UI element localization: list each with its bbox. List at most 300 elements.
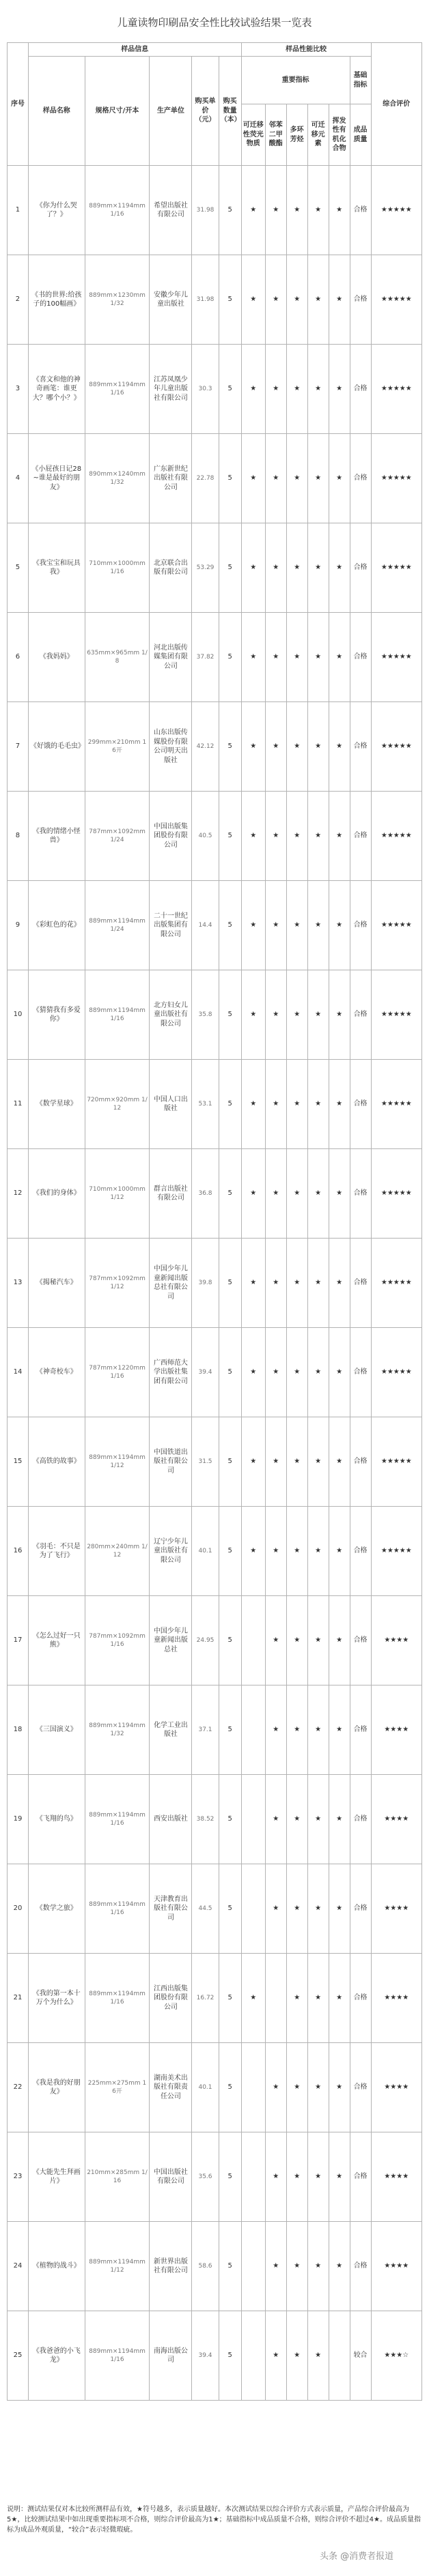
phthalate-cell: ★: [265, 2043, 286, 2132]
spec-cell: 889mm×1230mm 1/32: [85, 255, 150, 345]
fluorescent-cell: ★: [241, 255, 265, 345]
table-row: [8, 1328, 422, 1417]
overall-rating-cell: ★★★★★: [371, 345, 421, 434]
producer-cell: 西安出版社: [150, 1775, 192, 1864]
header-group-performance: 样品性能比较: [241, 43, 371, 57]
quality-cell: 合格: [350, 792, 371, 881]
name-cell: 《三国演义》: [28, 1685, 85, 1775]
spec-cell: 889mm×1194mm 1/16: [85, 1775, 150, 1864]
table-row: [8, 345, 422, 434]
phthalate-cell: ★: [265, 1685, 286, 1775]
phthalate-cell: ★: [265, 702, 286, 792]
price-cell: 14.4: [192, 881, 219, 970]
voc-cell: ★: [329, 345, 350, 434]
table-row: [8, 702, 422, 792]
quality-cell: 较合: [350, 2311, 371, 2401]
seq-cell: 10: [8, 970, 29, 1060]
fluorescent-cell: ★: [241, 345, 265, 434]
elements-cell: ★: [307, 166, 329, 255]
price-cell: 39.4: [192, 2311, 219, 2401]
pah-cell: ★: [286, 434, 307, 523]
price-cell: 31.98: [192, 166, 219, 255]
spec-cell: 787mm×1220mm 1/16: [85, 1328, 150, 1417]
results-body: [8, 166, 422, 2401]
header-quality: 成品质量: [350, 104, 371, 166]
qty-cell: 5: [219, 523, 241, 613]
fluorescent-cell: ★: [241, 792, 265, 881]
quality-cell: 合格: [350, 1685, 371, 1775]
producer-cell: 江苏凤凰少年儿童出版社有限公司: [150, 345, 192, 434]
header-price: 购买单价（元）: [192, 57, 219, 166]
spec-cell: 889mm×1194mm 1/16: [85, 166, 150, 255]
table-row: [8, 166, 422, 255]
pah-cell: ★: [286, 2132, 307, 2222]
overall-rating-cell: ★★★★★: [371, 1507, 421, 1596]
overall-rating-cell: ★★★★★: [371, 613, 421, 702]
table-row: [8, 1954, 422, 2043]
spec-cell: 720mm×920mm 1/12: [85, 1060, 150, 1149]
producer-cell: 群言出版社有限公司: [150, 1149, 192, 1239]
table-row: [8, 970, 422, 1060]
pah-cell: ★: [286, 613, 307, 702]
price-cell: 38.52: [192, 1775, 219, 1864]
pah-cell: ★: [286, 2222, 307, 2311]
seq-cell: 15: [8, 1417, 29, 1507]
voc-cell: ★: [329, 1507, 350, 1596]
qty-cell: 5: [219, 1328, 241, 1417]
producer-cell: 北京联合出版有限公司: [150, 523, 192, 613]
seq-cell: 22: [8, 2043, 29, 2132]
pah-cell: ★: [286, 345, 307, 434]
fluorescent-cell: ★: [241, 1060, 265, 1149]
name-cell: 《喜文和他的神奇画笔：谁更大？哪个小？》: [28, 345, 85, 434]
name-cell: 《好饿的毛毛虫》: [28, 702, 85, 792]
overall-rating-cell: ★★★★★: [371, 970, 421, 1060]
qty-cell: 5: [219, 1864, 241, 1954]
qty-cell: 5: [219, 1060, 241, 1149]
name-cell: 《数学星球》: [28, 1060, 85, 1149]
qty-cell: 5: [219, 2311, 241, 2401]
phthalate-cell: ★: [265, 166, 286, 255]
header-pah: 多环芳烃: [286, 104, 307, 166]
name-cell: 《你为什么哭了？》: [28, 166, 85, 255]
spec-cell: 889mm×1194mm 1/32: [85, 1685, 150, 1775]
phthalate-cell: ★: [265, 1507, 286, 1596]
phthalate-cell: ★: [265, 1775, 286, 1864]
quality-cell: 合格: [350, 166, 371, 255]
overall-rating-cell: ★★★★: [371, 2043, 421, 2132]
quality-cell: 合格: [350, 345, 371, 434]
quality-cell: 合格: [350, 1507, 371, 1596]
table-row: [8, 2132, 422, 2222]
producer-cell: 安徽少年儿童出版社: [150, 255, 192, 345]
elements-cell: ★: [307, 2043, 329, 2132]
qty-cell: 5: [219, 613, 241, 702]
overall-rating-cell: ★★★★★: [371, 166, 421, 255]
spec-cell: 710mm×1000mm 1/12: [85, 1149, 150, 1239]
producer-cell: 中国少年儿童新闻出版总社: [150, 1596, 192, 1685]
fluorescent-cell: ★: [241, 970, 265, 1060]
voc-cell: ★: [329, 1060, 350, 1149]
price-cell: 53.1: [192, 1060, 219, 1149]
seq-cell: 12: [8, 1149, 29, 1239]
quality-cell: 合格: [350, 523, 371, 613]
price-cell: 39.8: [192, 1239, 219, 1328]
table-row: [8, 613, 422, 702]
elements-cell: ★: [307, 1149, 329, 1239]
quality-cell: 合格: [350, 2222, 371, 2311]
elements-cell: ★: [307, 345, 329, 434]
pah-cell: ★: [286, 1685, 307, 1775]
quality-cell: 合格: [350, 1239, 371, 1328]
voc-cell: ★: [329, 1596, 350, 1685]
qty-cell: 5: [219, 1685, 241, 1775]
voc-cell: ★: [329, 792, 350, 881]
fluorescent-cell: ★: [241, 1149, 265, 1239]
name-cell: 《猜猜我有多爱你》: [28, 970, 85, 1060]
elements-cell: ★: [307, 1060, 329, 1149]
pah-cell: ★: [286, 702, 307, 792]
spec-cell: 889mm×1194mm 1/16: [85, 970, 150, 1060]
producer-cell: 二十一世纪出版集团有限公司: [150, 881, 192, 970]
name-cell: 《我的第一本十万个为什么》: [28, 1954, 85, 2043]
fluorescent-cell: [241, 1685, 265, 1775]
quality-cell: 合格: [350, 1417, 371, 1507]
name-cell: 《神奇校车》: [28, 1328, 85, 1417]
voc-cell: ★: [329, 2222, 350, 2311]
voc-cell: ★: [329, 2132, 350, 2222]
spec-cell: 787mm×1092mm 1/12: [85, 1239, 150, 1328]
phthalate-cell: ★: [265, 1596, 286, 1685]
seq-cell: 14: [8, 1328, 29, 1417]
table-row: [8, 523, 422, 613]
voc-cell: ★: [329, 255, 350, 345]
phthalate-cell: ★: [265, 1239, 286, 1328]
pah-cell: ★: [286, 1775, 307, 1864]
quality-cell: 合格: [350, 1864, 371, 1954]
voc-cell: ★: [329, 1328, 350, 1417]
spec-cell: 889mm×1194mm 1/16: [85, 1864, 150, 1954]
phthalate-cell: ★: [265, 1864, 286, 1954]
price-cell: 44.5: [192, 1864, 219, 1954]
elements-cell: ★: [307, 434, 329, 523]
name-cell: 《我爸爸的小飞龙》: [28, 2311, 85, 2401]
fluorescent-cell: ★: [241, 523, 265, 613]
footnote: 说明：测试结果仅对本比较所测样品有效，★符号越多，表示质量越好。本次测试结果以综合评价方式表示质量，产品综合评价最高为5★，比较测试结果中如出现重要指标项不合格，则综合评价最高为1★；基础指标中成品质量不合格，则综合评价不超过4★。成品质量指标为成品外观质量，“较合”表示轻微瑕疵。: [7, 2506, 421, 2534]
voc-cell: ★: [329, 2043, 350, 2132]
producer-cell: 天津教育出版社有限公司: [150, 1864, 192, 1954]
price-cell: 31.98: [192, 255, 219, 345]
seq-cell: 20: [8, 1864, 29, 1954]
quality-cell: 合格: [350, 434, 371, 523]
producer-cell: 中国铁道出版社有限公司: [150, 1417, 192, 1507]
price-cell: 39.4: [192, 1328, 219, 1417]
overall-rating-cell: ★★★★★: [371, 1417, 421, 1507]
name-cell: 《高铁的故事》: [28, 1417, 85, 1507]
phthalate-cell: ★: [265, 613, 286, 702]
price-cell: 35.8: [192, 970, 219, 1060]
qty-cell: 5: [219, 255, 241, 345]
seq-cell: 21: [8, 1954, 29, 2043]
pah-cell: ★: [286, 792, 307, 881]
pah-cell: ★: [286, 523, 307, 613]
phthalate-cell: ★: [265, 792, 286, 881]
overall-rating-cell: ★★★★: [371, 1864, 421, 1954]
qty-cell: 5: [219, 1596, 241, 1685]
fluorescent-cell: ★: [241, 434, 265, 523]
pah-cell: ★: [286, 1507, 307, 1596]
fluorescent-cell: [241, 2222, 265, 2311]
pah-cell: ★: [286, 255, 307, 345]
quality-cell: 合格: [350, 2132, 371, 2222]
producer-cell: 中国出版社有限公司: [150, 2132, 192, 2222]
table-row: [8, 792, 422, 881]
voc-cell: ★: [329, 613, 350, 702]
price-cell: 24.95: [192, 1596, 219, 1685]
spec-cell: 889mm×1194mm 1/16: [85, 345, 150, 434]
overall-rating-cell: ★★★★★: [371, 792, 421, 881]
producer-cell: 辽宁少年儿童出版社有限公司: [150, 1507, 192, 1596]
fluorescent-cell: ★: [241, 1239, 265, 1328]
spec-cell: 635mm×965mm 1/8: [85, 613, 150, 702]
pah-cell: ★: [286, 881, 307, 970]
spec-cell: 787mm×1092mm 1/24: [85, 792, 150, 881]
seq-cell: 19: [8, 1775, 29, 1864]
overall-rating-cell: ★★★★: [371, 1954, 421, 2043]
qty-cell: 5: [219, 1417, 241, 1507]
pah-cell: ★: [286, 1417, 307, 1507]
pah-cell: ★: [286, 166, 307, 255]
price-cell: 37.82: [192, 613, 219, 702]
overall-rating-cell: ★★★★★: [371, 1239, 421, 1328]
elements-cell: ★: [307, 702, 329, 792]
qty-cell: 5: [219, 345, 241, 434]
producer-cell: 山东出版传媒股份有限公司明天出版社: [150, 702, 192, 792]
overall-rating-cell: ★★★★★: [371, 434, 421, 523]
spec-cell: 710mm×1000mm 1/16: [85, 523, 150, 613]
elements-cell: ★: [307, 1685, 329, 1775]
table-row: [8, 1507, 422, 1596]
elements-cell: ★: [307, 255, 329, 345]
fluorescent-cell: [241, 1596, 265, 1685]
fluorescent-cell: ★: [241, 1417, 265, 1507]
phthalate-cell: ★: [265, 1417, 286, 1507]
header-overall: 综合评价: [371, 43, 421, 166]
seq-cell: 1: [8, 166, 29, 255]
elements-cell: ★: [307, 613, 329, 702]
phthalate-cell: ★: [265, 2311, 286, 2401]
overall-rating-cell: ★★★★: [371, 2222, 421, 2311]
voc-cell: ★: [329, 434, 350, 523]
price-cell: 22.78: [192, 434, 219, 523]
phthalate-cell: ★: [265, 881, 286, 970]
elements-cell: ★: [307, 2222, 329, 2311]
producer-cell: 北方妇女儿童出版社有限公司: [150, 970, 192, 1060]
seq-cell: 13: [8, 1239, 29, 1328]
name-cell: 《我是我的好朋友》: [28, 2043, 85, 2132]
fluorescent-cell: [241, 2132, 265, 2222]
name-cell: 《植物的战斗》: [28, 2222, 85, 2311]
price-cell: 37.1: [192, 1685, 219, 1775]
overall-rating-cell: ★★★★★: [371, 1060, 421, 1149]
producer-cell: 希望出版社有限公司: [150, 166, 192, 255]
seq-cell: 4: [8, 434, 29, 523]
elements-cell: ★: [307, 1328, 329, 1417]
seq-cell: 3: [8, 345, 29, 434]
qty-cell: 5: [219, 1507, 241, 1596]
overall-rating-cell: ★★★☆: [371, 2311, 421, 2401]
voc-cell: ★: [329, 970, 350, 1060]
price-cell: 58.6: [192, 2222, 219, 2311]
overall-rating-cell: ★★★★★: [371, 1149, 421, 1239]
header-producer: 生产单位: [150, 57, 192, 166]
spec-cell: 787mm×1092mm 1/16: [85, 1596, 150, 1685]
name-cell: 《大能先生拜画片》: [28, 2132, 85, 2222]
table-row: [8, 1149, 422, 1239]
price-cell: 40.1: [192, 1507, 219, 1596]
producer-cell: 中国少年儿童新闻出版总社有限公司: [150, 1239, 192, 1328]
spec-cell: 890mm×1240mm 1/32: [85, 434, 150, 523]
price-cell: 42.12: [192, 702, 219, 792]
overall-rating-cell: ★★★★★: [371, 523, 421, 613]
overall-rating-cell: ★★★★: [371, 1685, 421, 1775]
table-row: [8, 434, 422, 523]
quality-cell: 合格: [350, 702, 371, 792]
seq-cell: 16: [8, 1507, 29, 1596]
spec-cell: 225mm×275mm 16开: [85, 2043, 150, 2132]
overall-rating-cell: ★★★★★: [371, 881, 421, 970]
pah-cell: ★: [286, 2043, 307, 2132]
spec-cell: 889mm×1194mm 1/12: [85, 1417, 150, 1507]
seq-cell: 24: [8, 2222, 29, 2311]
pah-cell: ★: [286, 970, 307, 1060]
voc-cell: ★: [329, 881, 350, 970]
header-qty: 购买数量（本）: [219, 57, 241, 166]
pah-cell: ★: [286, 1864, 307, 1954]
price-cell: 16.72: [192, 1954, 219, 2043]
seq-cell: 7: [8, 702, 29, 792]
voc-cell: ★: [329, 166, 350, 255]
overall-rating-cell: ★★★★: [371, 2132, 421, 2222]
producer-cell: 江西出版集团股份有限公司: [150, 1954, 192, 2043]
spec-cell: 889mm×1194mm 1/24: [85, 881, 150, 970]
elements-cell: ★: [307, 1864, 329, 1954]
table-row: [8, 1775, 422, 1864]
phthalate-cell: ★: [265, 345, 286, 434]
producer-cell: 湖南美术出版社有限责任公司: [150, 2043, 192, 2132]
seq-cell: 2: [8, 255, 29, 345]
qty-cell: 5: [219, 1954, 241, 2043]
name-cell: 《我宝宝和玩具我》: [28, 523, 85, 613]
price-cell: 36.8: [192, 1149, 219, 1239]
pah-cell: ★: [286, 2311, 307, 2401]
elements-cell: ★: [307, 2132, 329, 2222]
fluorescent-cell: ★: [241, 702, 265, 792]
voc-cell: ★: [329, 523, 350, 613]
qty-cell: 5: [219, 166, 241, 255]
overall-rating-cell: ★★★★: [371, 1775, 421, 1864]
name-cell: 《揭秘汽车》: [28, 1239, 85, 1328]
phthalate-cell: [265, 1954, 286, 2043]
overall-rating-cell: ★★★★★: [371, 255, 421, 345]
price-cell: 40.5: [192, 792, 219, 881]
pah-cell: ★: [286, 1239, 307, 1328]
voc-cell: ★: [329, 1775, 350, 1864]
seq-cell: 5: [8, 523, 29, 613]
quality-cell: 合格: [350, 1954, 371, 2043]
table-row: [8, 2222, 422, 2311]
fluorescent-cell: ★: [241, 613, 265, 702]
header-name: 样品名称: [28, 57, 85, 166]
elements-cell: ★: [307, 523, 329, 613]
header-seq: 序号: [8, 43, 29, 166]
price-cell: 40.1: [192, 2043, 219, 2132]
elements-cell: ★: [307, 881, 329, 970]
pah-cell: ★: [286, 1596, 307, 1685]
table-row: [8, 1417, 422, 1507]
spec-cell: 889mm×1194mm 1/16: [85, 1954, 150, 2043]
voc-cell: ★: [329, 1954, 350, 2043]
phthalate-cell: ★: [265, 2132, 286, 2222]
seq-cell: 9: [8, 881, 29, 970]
elements-cell: ★: [307, 1417, 329, 1507]
fluorescent-cell: [241, 1775, 265, 1864]
header-group-basic: 基础指标: [350, 57, 371, 104]
seq-cell: 8: [8, 792, 29, 881]
producer-cell: 中国出版集团股份有限公司: [150, 792, 192, 881]
elements-cell: ★: [307, 1239, 329, 1328]
phthalate-cell: ★: [265, 1149, 286, 1239]
qty-cell: 5: [219, 970, 241, 1060]
seq-cell: 18: [8, 1685, 29, 1775]
table-row: [8, 2043, 422, 2132]
seq-cell: 23: [8, 2132, 29, 2222]
price-cell: 30.3: [192, 345, 219, 434]
pah-cell: ★: [286, 1149, 307, 1239]
elements-cell: ★: [307, 792, 329, 881]
quality-cell: 合格: [350, 1149, 371, 1239]
spec-cell: 889mm×1194mm 1/12: [85, 2222, 150, 2311]
price-cell: 31.5: [192, 1417, 219, 1507]
quality-cell: 合格: [350, 255, 371, 345]
fluorescent-cell: ★: [241, 1954, 265, 2043]
table-row: [8, 1596, 422, 1685]
phthalate-cell: ★: [265, 1328, 286, 1417]
page-title: 儿童读物印刷品安全性比较试验结果一览表: [117, 16, 312, 29]
voc-cell: ★: [329, 1685, 350, 1775]
name-cell: 《怎么过好一只熊》: [28, 1596, 85, 1685]
table-row: [8, 255, 422, 345]
producer-cell: 南海出版公司: [150, 2311, 192, 2401]
producer-cell: 河北出版传媒集团有限公司: [150, 613, 192, 702]
voc-cell: ★: [329, 1149, 350, 1239]
fluorescent-cell: ★: [241, 881, 265, 970]
quality-cell: 合格: [350, 613, 371, 702]
name-cell: 《飞翔的鸟》: [28, 1775, 85, 1864]
quality-cell: 合格: [350, 2043, 371, 2132]
overall-rating-cell: ★★★★★: [371, 1328, 421, 1417]
pah-cell: ★: [286, 1060, 307, 1149]
seq-cell: 25: [8, 2311, 29, 2401]
overall-rating-cell: ★★★★★: [371, 702, 421, 792]
header-spec: 规格尺寸/开本: [85, 57, 150, 166]
phthalate-cell: ★: [265, 255, 286, 345]
watermark: 头条 @消费者报道: [320, 2551, 394, 2562]
quality-cell: 合格: [350, 1596, 371, 1685]
producer-cell: 中国人口出版社: [150, 1060, 192, 1149]
quality-cell: 合格: [350, 1060, 371, 1149]
producer-cell: 广西师范大学出版社集团有限公司: [150, 1328, 192, 1417]
